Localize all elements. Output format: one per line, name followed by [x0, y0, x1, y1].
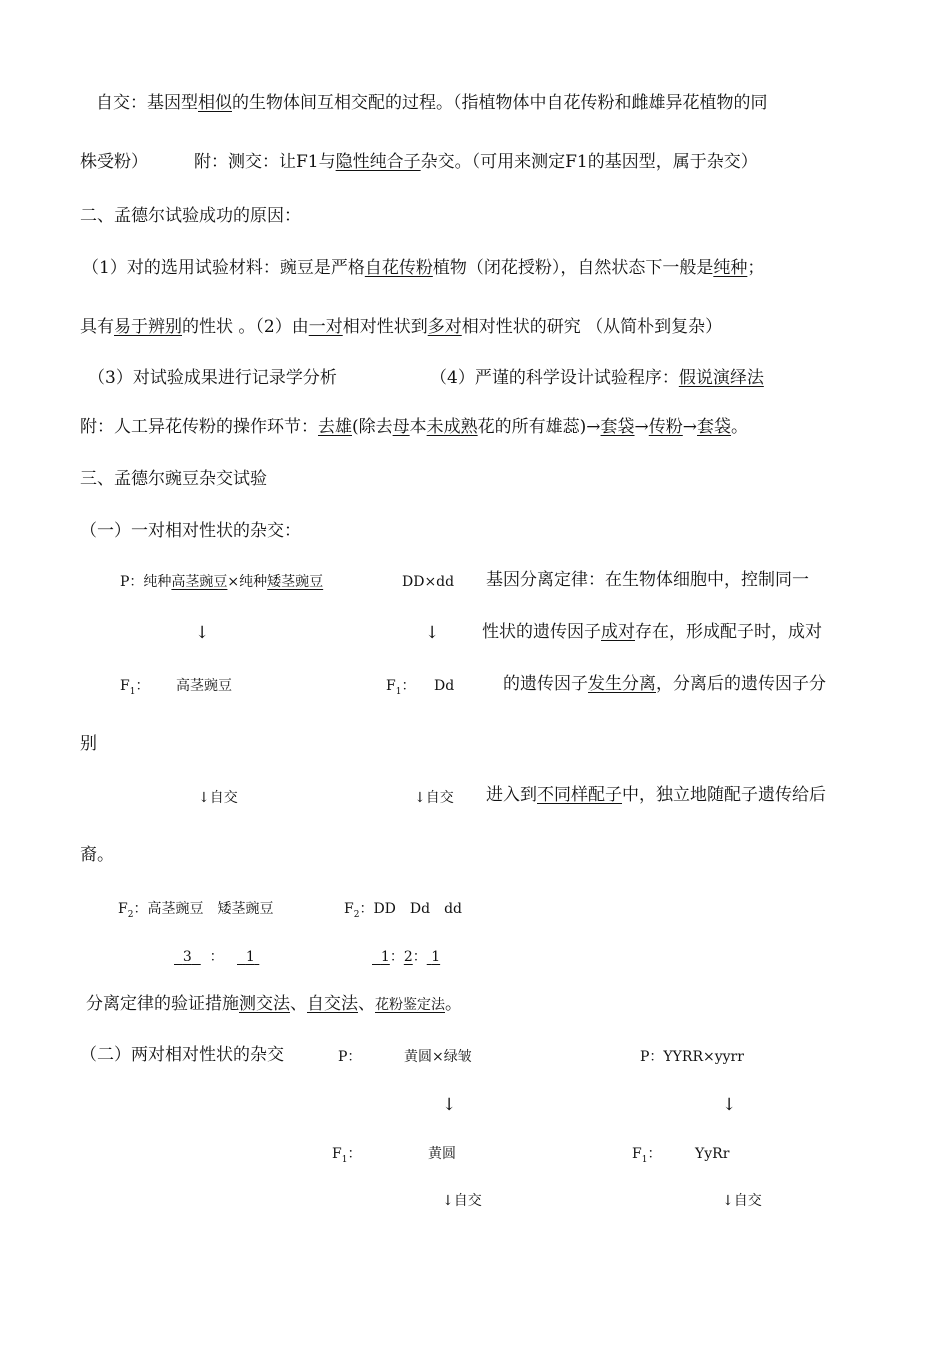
subscript: 2: [127, 909, 134, 920]
text: 自交：基因型: [96, 93, 198, 113]
cross1-f1-label: [386, 675, 415, 703]
text: 。: [445, 994, 462, 1014]
text: 植物（闭花授粉），自然状态下一般是: [432, 258, 714, 278]
underlined-term: 纯种: [713, 258, 748, 278]
segregation-law-line-3: [503, 673, 826, 695]
selfing-arrow: ↓自交: [414, 790, 454, 806]
ratio-colon: ：: [209, 949, 224, 965]
text: （4）严谨的科学设计试验程序：: [430, 368, 679, 388]
selfing-arrow: ↓自交: [442, 1193, 482, 1209]
text: ：: [401, 678, 416, 694]
cross1-parent-genotype: DD×dd: [402, 574, 455, 590]
cross1-f2-genotypes: [344, 898, 462, 926]
text: F: [386, 678, 396, 694]
section-heading-2: 二、孟德尔试验成功的原因：: [80, 206, 301, 226]
text: P：纯种: [120, 574, 172, 590]
down-arrow: ↓: [722, 1095, 737, 1115]
underlined-term: 自花传粉: [364, 258, 433, 278]
ratio-colon: ：: [389, 949, 404, 965]
selfing-arrow: ↓自交: [722, 1193, 762, 1209]
underlined-term: 隐性纯合子: [335, 152, 421, 172]
underlined-term: 假说演绎法: [678, 368, 764, 388]
underlined-term: 高茎豌豆: [171, 574, 228, 590]
text: ：: [347, 1146, 362, 1162]
underlined-term: 花粉鉴定法: [375, 997, 445, 1013]
text: 附：测交：让F1与: [194, 152, 336, 172]
text: 花的所有雄蕊)→: [477, 417, 601, 437]
text: 相对性状到: [342, 317, 428, 337]
text: 相对性状的研究 （从简朴到复杂）: [461, 317, 723, 337]
line-reason-4: [430, 367, 764, 389]
text: 本: [409, 417, 427, 437]
text: 、: [358, 994, 375, 1014]
segregation-law-line-2: [482, 621, 822, 643]
text: 、: [290, 994, 307, 1014]
underlined-term: 易于辨别: [114, 317, 182, 337]
genotype-ratio: [372, 946, 440, 968]
text: 的性状 。（2）由: [182, 317, 309, 337]
underlined-term: 套袋: [697, 417, 732, 437]
underlined-term: 矮茎豌豆: [267, 574, 324, 590]
text: (除去: [352, 417, 393, 437]
cross2-f1-label: [332, 1143, 361, 1171]
subscript: 1: [341, 1154, 348, 1165]
ratio-value: 1: [431, 949, 441, 965]
line-selfing-continued: [80, 151, 148, 173]
text: 。: [731, 417, 749, 437]
text: F: [332, 1146, 342, 1162]
phenotype-ratio: [174, 946, 259, 968]
underlined-term: 一对: [308, 317, 343, 337]
section-heading-3: 三、孟德尔豌豆杂交试验: [80, 469, 267, 489]
text: 的遗传因子: [503, 674, 588, 694]
down-arrow: ↓: [195, 623, 210, 643]
text: ×纯种: [227, 574, 268, 590]
ratio-value: 2: [403, 949, 413, 965]
subsection-one-trait: （一）一对相对性状的杂交：: [80, 521, 301, 541]
underlined-term: 去雄: [318, 417, 352, 437]
cross1-f1-label: [120, 675, 149, 703]
ratio-value: 3: [182, 949, 192, 965]
down-arrow: ↓: [425, 623, 440, 643]
arrow: →: [682, 417, 698, 437]
text: 的生物体间互相交配的过程。（指植物体中自花传粉和雌雄异花植物的同: [232, 93, 768, 113]
text: ：: [135, 678, 150, 694]
cross2-p-label: P：: [338, 1049, 362, 1065]
subscript: 1: [395, 686, 402, 697]
arrow: →: [634, 417, 649, 437]
cross2-parent-phenotype: 黄圆×绿皱: [404, 1049, 472, 1065]
down-arrow: ↓: [442, 1095, 457, 1115]
ratio-value: 1: [245, 949, 255, 965]
text: 存在，形成配子时，成对: [635, 622, 822, 642]
subscript: 1: [641, 1154, 648, 1165]
line-pollination-steps: [80, 416, 748, 438]
line-selfing-definition: [96, 92, 768, 114]
text: 中，独立地随配子遗传给后: [622, 785, 826, 805]
segregation-law-line-4: 别: [80, 734, 97, 754]
line-verification-methods: [86, 993, 462, 1016]
text: 杂交。（可用来测定F1的基因型，属于杂交）: [420, 152, 758, 172]
ratio-colon: ：: [412, 949, 427, 965]
line-reason-1: [82, 257, 764, 279]
line-testcross: [194, 151, 758, 173]
text: ：: [647, 1146, 662, 1162]
segregation-law-line-6: 裔。: [80, 845, 114, 865]
text: F: [120, 678, 130, 694]
subscript: 2: [353, 909, 360, 920]
text: ，分离后的遗传因子分: [656, 674, 826, 694]
cross2-f1-genotype: YyRr: [695, 1146, 730, 1162]
underlined-term: 成对: [601, 622, 635, 642]
underlined-term: 传粉: [648, 417, 683, 437]
underlined-term: 未成熟: [426, 417, 478, 437]
text: F: [632, 1146, 642, 1162]
text: F: [344, 901, 354, 917]
selfing-arrow: ↓自交: [198, 790, 238, 806]
underlined-term: 母: [392, 417, 410, 437]
underlined-term: 不同样配子: [537, 785, 622, 805]
underlined-term: 测交法: [239, 994, 290, 1014]
cross1-f1-phenotype: 高茎豌豆: [176, 678, 232, 694]
cross1-f1-genotype: Dd: [434, 678, 455, 694]
cross1-f2-phenotypes: [118, 898, 273, 926]
text: ：DD Dd dd: [359, 901, 463, 917]
text: 具有: [80, 317, 114, 337]
text: ：高茎豌豆 矮茎豌豆: [133, 901, 274, 917]
text: 分离定律的验证措施: [86, 994, 239, 1014]
segregation-law-line-5: [486, 784, 826, 806]
line-reason-2: [80, 316, 722, 338]
subsection-two-traits: （二）两对相对性状的杂交: [80, 1045, 284, 1065]
ratio-value: 1: [380, 949, 390, 965]
cross1-parent-phenotype: [120, 571, 323, 593]
text: 株受粉）: [80, 152, 148, 172]
underlined-term: 套袋: [600, 417, 635, 437]
underlined-term: 自交法: [307, 994, 358, 1014]
line-reason-3: （3）对试验成果进行记录学分析: [88, 368, 337, 388]
cross2-parent-genotype: P：YYRR×yyrr: [640, 1049, 744, 1065]
text: （1）对的选用试验材料：豌豆是严格: [82, 258, 365, 278]
underlined-term: 相似: [198, 93, 232, 113]
text: F: [118, 901, 128, 917]
subscript: 1: [129, 686, 136, 697]
text: ；: [747, 258, 765, 278]
text: 进入到: [486, 785, 537, 805]
text: 附：人工异花传粉的操作环节：: [80, 417, 318, 437]
underlined-term: 发生分离: [588, 674, 656, 694]
text: 性状的遗传因子: [482, 622, 601, 642]
cross2-f1-label: [632, 1143, 661, 1171]
cross2-f1-phenotype: 黄圆: [428, 1146, 456, 1162]
segregation-law-line-1: 基因分离定律：在生物体细胞中，控制同一: [486, 570, 809, 590]
underlined-term: 多对: [427, 317, 462, 337]
